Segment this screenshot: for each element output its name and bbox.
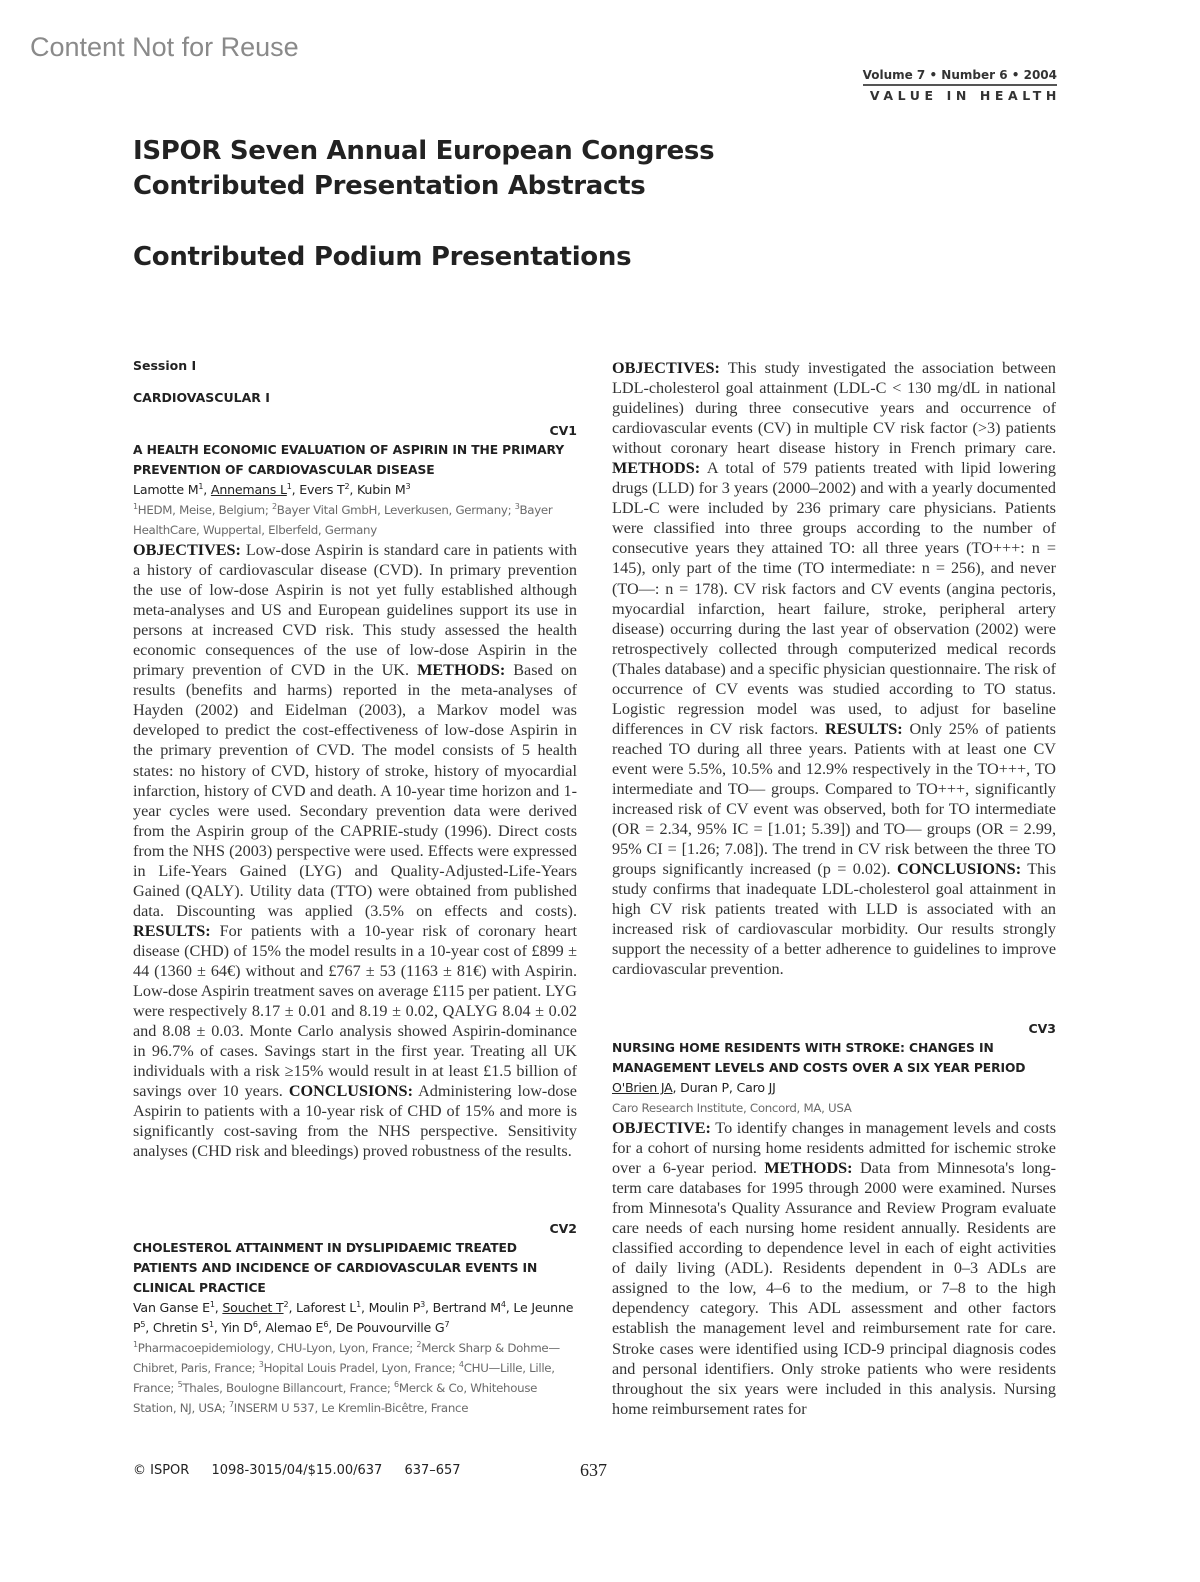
affiliations — [133, 1338, 577, 1418]
affiliation-mark: 2 — [416, 1340, 422, 1349]
section-heading: CARDIOVASCULAR I — [133, 390, 270, 405]
author-name: Caro JJ — [736, 1080, 776, 1095]
section-text: To identify changes in management levels and costs for a cohort of nursing home residents admitted for ischemic stroke over a 6-year period. — [612, 1119, 1056, 1178]
author-affiliation-mark: 2 — [344, 482, 350, 491]
affiliation-text: Merck & Co, Whitehouse Station, NJ, USA; — [133, 1381, 538, 1415]
right-column-cv3 — [612, 1020, 1056, 1419]
watermark: Content Not for Reuse — [30, 32, 299, 62]
section-text: Based on results (benefits and harms) reported in the meta-analyses of Hayden (2002) and Eidelman (2003), a Markov model was developed to predict the cost-effectiveness of low-dose Aspirin in the primary prevention of CVD. The model consists of 5 health states: no history of CVD, history of stroke, history of myocardial infarction, history of CVD and death. A 10-year time horizon and 1-year cycles were used. Secondary prevention data were derived from the Aspirin group of the CAPRIE-study (1996). Direct costs from the NHS (2003) perspective were used. Effects were expressed in Life-Years Gained (LYG) and Quality-Adjusted-Life-Years Gained (QALY). Utility data (TTO) were obtained from published data. Discounting was applied (3.5% on effects and costs). — [133, 661, 578, 920]
title-line-1: ISPOR Seven Annual European Congress — [133, 136, 715, 166]
section-text: This study confirms that inadequate LDL-cholesterol goal attainment in high CV risk patients treated with LLD is associated with an increased risk of cardiovascular morbidity. Our results strongly support the necessity of a better adherence to guidelines to improve cardiovascular prevention. — [612, 860, 1056, 979]
abstract-id: CV2 — [549, 1221, 577, 1236]
affiliations — [612, 1098, 1056, 1118]
author-list: Lamotte $M^1$, Annemans $L^1$, Evers $T^2$, Kubin $M^3$ — [133, 482, 411, 497]
affiliation-mark: 1 — [133, 1340, 138, 1349]
abstract-id: CV1 — [549, 423, 577, 438]
author-affiliation-mark: 3 — [405, 482, 411, 491]
affiliation-mark: 3 — [258, 1360, 264, 1369]
left-column-cv2-header — [133, 1220, 577, 1418]
abstract-title: NURSING HOME RESIDENTS WITH STROKE: CHANGES IN MANAGEMENT LEVELS AND COSTS OVER A SIX YEAR PERIOD — [612, 1041, 1026, 1075]
session-heading: Session I — [133, 358, 197, 373]
affiliation-text: Pharmacoepidemiology, CHU-Lyon, Lyon, France; — [137, 1341, 417, 1355]
author-name: Yin D — [221, 1320, 253, 1335]
affiliations — [133, 500, 577, 540]
footer — [133, 1463, 479, 1478]
author-affiliation-mark: 2 — [283, 1300, 289, 1309]
section-label: OBJECTIVES: — [612, 359, 720, 377]
journal-name: VALUE IN HEALTH — [869, 88, 1061, 103]
section-text: For patients with a 10-year risk of coronary heart disease (CHD) of 15% the model results in a 10-year cost of £899 ± 44 (1360 ± 64€) without and £767 ± 53 (1163 ± 81€) with Aspirin. Low-dose Aspirin treatment saves on average £115 per patient. LYG were respectively 8.17 ± 0.01 and 8.19 ± 0.02, QALYG 8.04 ± 0.02 and 8.08 ± 0.03. Monte Carlo analysis showed Aspirin-dominance in 96.7% of cases. Savings start in the first year. Treating all UK individuals with a risk ≥15% would result in at least £1.5 billion of savings over 10 years. — [133, 921, 577, 1101]
author-affiliation-mark: 4 — [500, 1300, 506, 1309]
page-number: 637 — [580, 1460, 607, 1480]
section-label: CONCLUSIONS: — [288, 1082, 413, 1101]
abstract-body — [612, 358, 1056, 979]
affiliation-mark: 2 — [272, 502, 277, 511]
affiliation-text: CHU—Lille, Lille, France; — [133, 1361, 555, 1395]
abstract-body — [612, 1118, 1056, 1419]
author-name: Moulin P — [368, 1300, 421, 1315]
title-line-2: Contributed Presentation Abstracts — [133, 171, 646, 201]
issn: 1098-3015/04/$15.00/637 — [211, 1463, 383, 1478]
author-affiliation-mark: 1 — [286, 482, 292, 491]
section-label: METHODS: — [764, 1159, 853, 1178]
section-label: RESULTS: — [133, 921, 211, 940]
author-name: Bertrand M — [432, 1300, 501, 1315]
abstract-body — [133, 540, 577, 1161]
section-text: Data from Minnesota's long-term care databases for 1995 through 2000 were examined. Nurses from Minnesota's Quality Assurance and Review Program evaluate care needs of each nursing home resident annually. Residents are classified according to dependence level in each of eight activities of daily living (ADL). Residents dependent in 0–3 ADLs are assigned to the low, 4–6 to the medium, or 7–8 to the high dependency category. This ADL assessment and other factors establish the management level and reimbursement rate for care. Stroke cases were identified using ICD-9 principal diagnosis codes and personal identifiers. Only stroke patients who were residents throughout the six years were included in this analysis. Nursing home reimbursement rates for — [612, 1159, 1057, 1418]
author-name: O'Brien JA — [612, 1080, 673, 1095]
affiliation-text: Merck Sharp & Dohme—Chibret, Paris, France; — [133, 1341, 560, 1375]
author-name: Duran P — [680, 1080, 729, 1095]
section-text: Only 25% of patients reached TO during all three years. Patients with at least one CV event were 5.5%, 10.5% and 12.9% respectively in the TO+++, TO intermediate and TO— groups. Compared to TO+++, significantly increased risk of CV event was observed, both for TO intermediate (OR = 2.34, 95% IC = [1.01; 5.39]) and TO— groups (OR = 2.99, 95% CI = [1.26; 7.08]). The trend in CV risk between the three TO groups significantly increased (p = 0.02). — [612, 719, 1056, 879]
author-name: Alemao E — [265, 1320, 324, 1335]
affiliation-text: Thales, Boulogne Billancourt, France; — [182, 1381, 395, 1395]
section-text: Administering low-dose Aspirin to patients with a 10-year risk of CHD of 15% and more is significantly cost-saving from the NHS perspective. Sensitivity analyses (CHD risk and bleedings) proved robustness of the results. — [133, 1082, 577, 1161]
section-label: CONCLUSIONS: — [896, 860, 1022, 879]
author-name: Souchet T — [222, 1300, 284, 1315]
abstract-title: A HEALTH ECONOMIC EVALUATION OF ASPIRIN IN THE PRIMARY PREVENTION OF CARDIOVASCULAR DISEASE — [133, 443, 564, 477]
volume-info: Volume 7 • Number 6 • 2004 — [863, 68, 1057, 86]
left-column — [133, 358, 577, 1161]
author-name: Kubin M — [356, 482, 406, 497]
abstract-id: CV3 — [1028, 1021, 1056, 1036]
section-text: Low-dose Aspirin is standard care in patients with a history of cardiovascular disease (CVD). In primary prevention the use of low-dose Aspirin is not yet fully established although meta-analyses and US and European guidelines support its use in persons at increased CVD risk. This study assessed the health economic consequences of the use of low-dose Aspirin in the primary prevention of CVD in the UK. — [133, 541, 577, 680]
page-range: 637–657 — [404, 1463, 461, 1478]
author-affiliation-mark: 1 — [198, 482, 204, 491]
author-name: Evers T — [299, 482, 345, 497]
affiliation-mark: 3 — [514, 502, 520, 511]
author-name: Laforest L — [296, 1300, 357, 1315]
author-affiliation-mark: 3 — [420, 1300, 426, 1309]
author-name: Lamotte M — [133, 482, 199, 497]
author-list: Van Ganse $E^1$, Souchet $T^2$, Laforest $L^1$, Moulin $P^3$, Bertrand $M^4$, Le Jeunne $P^5$, Chretin $S^1$, Yin $D^6$, Alemao $E^6$, De Pouvourville $G^7$ — [133, 1300, 574, 1335]
author-name: Annemans L — [210, 482, 287, 497]
page-subtitle: Contributed Podium Presentations — [133, 242, 632, 272]
affiliation-mark: 5 — [177, 1380, 183, 1389]
affiliation-text: HEDM, Meise, Belgium; — [137, 503, 272, 517]
author-affiliation-mark: 5 — [140, 1320, 146, 1329]
abstract-title: CHOLESTEROL ATTAINMENT IN DYSLIPIDAEMIC TREATED PATIENTS AND INCIDENCE OF CARDIOVASCULAR EVENTS IN CLINICAL PRACTICE — [133, 1241, 538, 1295]
section-label: OBJECTIVES: — [133, 541, 241, 559]
author-affiliation-mark: 6 — [323, 1320, 329, 1329]
affiliation-text: Bayer Vital GmbH, Leverkusen, Germany; — [276, 503, 515, 517]
affiliation-mark: 6 — [394, 1380, 399, 1389]
author-name: Le Jeunne P — [133, 1300, 574, 1335]
section-label: OBJECTIVE: — [612, 1119, 711, 1137]
author-affiliation-mark: 1 — [209, 1300, 215, 1309]
author-name: Chretin S — [152, 1320, 209, 1335]
author-affiliation-mark: 1 — [356, 1300, 361, 1309]
section-label: METHODS: — [417, 661, 506, 680]
affiliation-text: Hopital Louis Pradel, Lyon, France; — [263, 1361, 459, 1375]
affiliation-mark: 7 — [228, 1400, 234, 1409]
right-column — [612, 358, 1056, 979]
affiliation-mark: 4 — [458, 1360, 464, 1369]
author-list: O'Brien JA, Duran P, Caro JJ — [612, 1080, 776, 1095]
section-label: RESULTS: — [825, 719, 903, 738]
author-affiliation-mark: 6 — [252, 1320, 258, 1329]
author-affiliation-mark: 7 — [444, 1320, 450, 1329]
affiliation-text: INSERM U 537, Le Kremlin-Bicêtre, France — [233, 1401, 469, 1415]
section-label: METHODS: — [612, 459, 701, 478]
section-text: A total of 579 patients treated with lipid lowering drugs (LLD) for 3 years (2000–2002) and with a yearly documented LDL-C were included by 236 primary care physicians. Patients were classified into three groups according to the number of consecutive years they attained TO: all three years (TO+++: n = 145), only part of the time (TO intermediate: n = 256), and never (TO—: n = 178). CV risk factors and CV events (angina pectoris, myocardial infarction, heart failure, stroke, peripheral artery disease) occurring during the last year of observation (2002) were retrospectively collected through computerized medical records (Thales database) and a specific physician questionnaire. The risk of occurrence of CV events was studied according to TO status. Logistic regression model was used, to adjust for baseline differences in CV risk factors. — [612, 459, 1056, 738]
page-title — [133, 134, 714, 204]
affiliation-mark: 1 — [133, 502, 138, 511]
affiliation-text: Bayer HealthCare, Wuppertal, Elberfeld, Germany — [133, 503, 553, 537]
journal-header — [862, 64, 1061, 103]
section-text: This study investigated the association between LDL-cholesterol goal attainment (LDL-C < 130 mg/dL in national guidelines) during three consecutive years and occurrence of cardiovascular events (CV) in multiple CV risk factor (>3) patients without coronary heart disease history in French primary care. — [612, 359, 1056, 458]
author-name: De Pouvourville G — [335, 1320, 445, 1335]
author-affiliation-mark: 1 — [208, 1320, 214, 1329]
author-name: Van Ganse E — [133, 1300, 210, 1315]
copyright: © ISPOR — [133, 1463, 190, 1478]
affiliation-text: Caro Research Institute, Concord, MA, USA — [612, 1101, 852, 1115]
